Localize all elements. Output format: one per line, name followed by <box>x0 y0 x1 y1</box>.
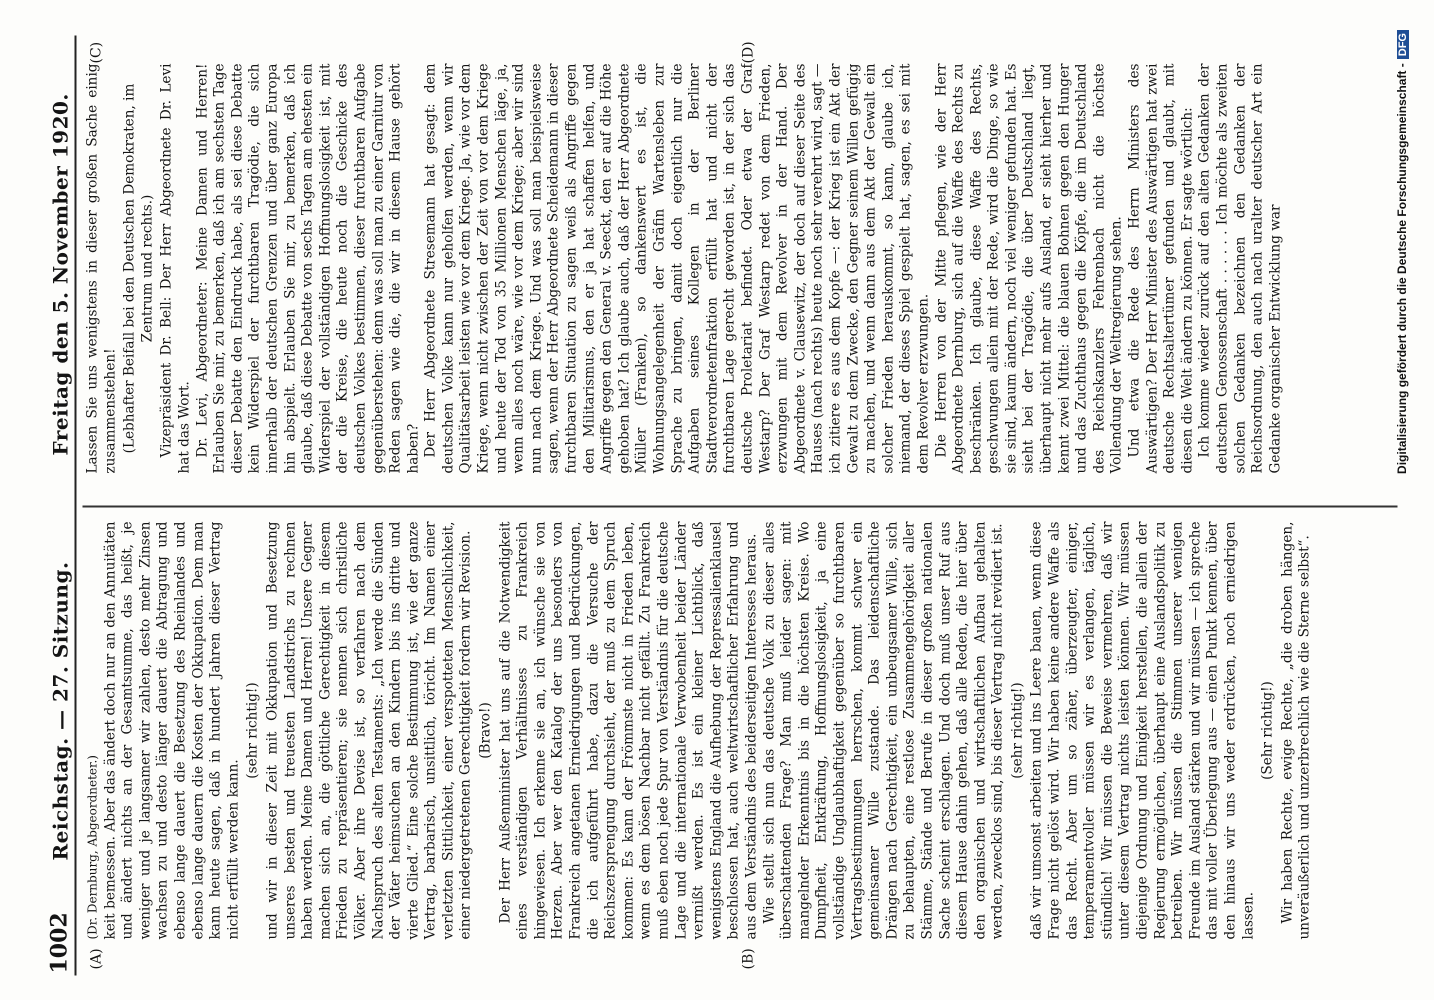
interjection: (Lebhafter Beifall bei den Deutschen Demokraten, im Zentrum und rechts.) <box>121 83 155 453</box>
dfg-logo: DFG <box>1397 30 1409 59</box>
page-header <box>40 35 76 975</box>
paragraph: Lassen Sie uns wenigstens in dieser großen Sache einig zusammenstehen! <box>84 63 118 473</box>
left-column <box>84 521 1394 939</box>
marker-a: (A) <box>88 947 104 969</box>
paragraph: Der Herr Abgeordnete Stresemann hat gesagt: dem deutschen Volke kann nur geholfen werden, wenn wir Qualitätsarbeit leisten wie vor dem Kriege. Ja, wie vor dem Kriege, wenn nicht zwischen der Zeit von vor dem Kriege und heute der Tod von 35 Millionen Menschen läge, ja, wenn alles noch wäre, wie vor dem Kriege; aber wir sind nun nach dem Kriege. Und was soll man beispielsweise sagen, wenn der Herr Abgeordnete Scheidemann in dieser furchtbaren Situation zu sagen weiß als Angriffe gegen den Militarismus, den er ja hat schaffen helfen, und Angriffe gegen den General v. Seeckt, den er auf die Höhe gehoben hat? Ich glaube auch, daß der Herr Abgeordnete Müller (Franken), so dankenswert es ist, die Wohnungsangelegenheit der Gräfin Wartensleben zur Sprache zu bringen, damit doch eigentlich nur die Aufgaben seines Kollegen in der Berliner Stadtverordnetenfraktion erfüllt hat und nicht der furchtbaren Lage gerecht geworden ist, in der sich das deutsche Proletariat befindet. Oder etwa der Graf Westarp? Der Graf Westarp redet von dem Frieden, erzwungen mit dem Revolver in der Hand. Der Abgeordnete v. Clausewitz, der doch auf dieser Seite des Hauses (nach rechts) heute noch sehr verehrt wird, sagt — ich zitiere es aus dem Kopfe —: der Krieg ist ein Akt der Gewalt zu dem Zwecke, den Gegner seinem Willen gefügig zu machen, und wenn dann aus dem Akt der Gewalt ein solcher Frieden herauskommt, so kann, glaube ich, niemand, der dieses Spiel gespielt hat, sagen, es sei mit dem Revolver erzwungen. <box>422 63 931 473</box>
paragraph: Der Herr Außenminister hat uns auf die Notwendigkeit eines verständigen Verhältnisses zu Frankreich hingewiesen. Ich erkenne sie an, ich wünsche sie von Herzen. Aber wer den Katalog der uns besonders von Frankreich angetanen Erniedrigungen und Bedrückungen, die ich aufgeführt habe, dazu die Versuche der Reichszersprengung durchsieht, der muß zu dem Spruch kommen: Es kann der Frömmste nicht in Frieden leben, wenn es dem bösen Nachbar nicht gefällt. Zu Frankreich muß eben noch jede Spur von Verständnis für die deutsche Lage und die internationale Verwobenheit beider Länder vermißt werden. Es ist ein kleiner Lichtblick, daß wenigstens England die Aufhebung der Repressalienklausel beschlossen hat, auch weltwirtschaftlicher Erfahrung und aus dem Verständnis des beiderseitigen Interesses heraus. <box>496 521 759 939</box>
paragraph: Ich komme wieder zurück auf den alten Gedanken der deutschen Genossenschaft . . . . . . Ich möchte als zweiten solchen Gedanken bezeichnen den Gedanken der Reichsordnung, den auch nach uralter deutscher Art ein Gedanke organischer Entwicklung war <box>1196 63 1283 473</box>
interjection: (sehr richtig!) <box>244 681 261 779</box>
right-column <box>84 63 1394 473</box>
rotated-sheet <box>40 35 1405 975</box>
page-number: 1002 <box>46 911 72 973</box>
date-title: Freitag den 5. November 1920. <box>48 92 72 455</box>
paragraph: keit bemessen. Aber das ändert doch nur an den Annuitäten und ändert nichts an der Gesamtsumme, das heißt, je weniger und je langsamer wir zahlen, desto mehr Zinsen wachsen zu und desto länger dauert die Abtragung und ebenso lange dauert die Besetzung des Rheinlandes und ebenso lange dauern die Kosten der Okkupation. Dem man kann heute sagen, daß in hundert Jahren dieser Vertrag nicht erfüllt werden kann. <box>101 521 241 939</box>
paragraph: Die Herren von der Mitte pflegen, wie der Herr Abgeordnete Dernburg, sich auf die Waffe des Rechts zu beschränken. Ich glaube, diese Waffe des Rechts, geschwungen allein mit der Rede, wird die Dinge, so wie sie sind, kaum ändern, noch viel weniger gefunden hat. Es sieht bei der Tragödie, die über Deutschland liegt, überhaupt nicht mehr aufs Ausland, er sieht hierher und kennt zwei Mittel: die blauen Bohnen gegen den Hunger und das Zuchthaus gegen die Köpfe, die im Deutschland des Reichskanzlers Fehrenbach nicht die höchste Vollendung der Weltregierung sehen. <box>932 63 1125 473</box>
interjection: (Sehr richtig!) <box>1259 680 1276 780</box>
digitization-text: Digitalisierung gefördert durch die Deutsche Forschungsgemeinschaft - <box>1395 63 1409 474</box>
paragraph: Dr. Levi, Abgeordneter: Meine Damen und Herren! Erlauben Sie mir, zu bemerken, daß ich am sechsten Tage dieser Debatte den Eindruck habe, als sei diese Debatte kein Widerspiel der furchtbaren Tragödie, die sich innerhalb der deutschen Grenzen und über ganz Europa hin abspielt. Erlauben Sie mir, zu bemerken, daß ich glaube, daß diese Debatte von sechs Tagen am ehesten ein Widerspiel der vollständigen Hoffnungslosigkeit ist, mit der die Kreise, die heute noch die Geschicke des deutschen Volkes bestimmen, dieser furchtbaren Aufgabe gegenüberstehen: denn was soll man zu einer Garnitur von Reden sagen wie die, die wir in diesem Hause gehört haben? <box>193 63 421 473</box>
paragraph: daß wir umsonst arbeiten und ins Leere bauen, wenn diese Frage nicht gelöst wird. Wir haben keine andere Waffe als das Recht. Aber um so zäher, überzeugter, einiger, temperamentvoller müssen wir es verlangen, täglich, stündlich! Wir müssen die Beweise vermehren, daß wir unter diesem Vertrag nichts leisten können. Wir müssen diejenige Ordnung und Einigkeit herstellen, die allein der Regierung ermöglichen, überhaupt eine Auslandspolitik zu betreiben. Wir müssen die Stimmen unserer wenigen Freunde im Ausland stärken und wir müssen — ich spreche das mit voller Überlegung aus — einen Punkt kennen, über den hinaus wir uns weder erdrücken, noch erniedrigen lassen. <box>1028 521 1256 939</box>
marker-d: (D) <box>740 40 756 63</box>
column-divider <box>82 505 1397 507</box>
marker-c: (C) <box>88 41 104 63</box>
paragraph: und wir in dieser Zeit mit Okkupation und Besetzung unseres besten und treuesten Landstrichs zu rechnen haben werden. Meine Damen und Herren! Unsere Gegner machen sich an, die göttliche Gerechtigkeit in diesem Frieden zu repräsentieren; sie nennen sich christliche Völker. Aber ihre Devise ist, so verfahren nach dem Nachspruch des alten Testaments: „Ich werde die Sünden der Väter heimsuchen an den Kindern bis ins dritte und vierte Glied.“ Eine solche Bestimmung ist, wie der ganze Vertrag, barbarisch, unsittlich, töricht. Im Namen einer verletzten Sittlichkeit, einer verspotteten Menschlichkeit, einer niedergetretenen Gerechtigkeit fordern wir Revision. <box>263 521 474 939</box>
interjection: (Bravo!) <box>477 701 494 759</box>
paragraph: Vizepräsident Dr. Bell: Der Herr Abgeordnete Dr. Levi hat das Wort. <box>158 63 192 473</box>
session-title: Reichstag. — 27. Sitzung. <box>48 561 72 860</box>
paragraph: Wie stellt sich nun das deutsche Volk zu dieser alles überschattenden Frage? Man muß leider sagen: mit mangelnder Erkenntnis bis in die höchsten Kreise. Wo Dumpfheit, Entkräftung, Hoffnungslosigkeit, ja eine vollständige Unglaubhaftigkeit gegenüber so furchtbaren Vertragsbestimmungen herrschen, kommt schwer ein gemeinsamer Wille zustande. Das leidenschaftliche Drängen nach Gerechtigkeit, ein unbeugsamer Wille, sich zu behaupten, eine restlose Zusammengehörigkeit aller Stämme, Stände und Berufe in dieser großen nationalen Sache scheint erschlagen. Und doch muß unser Ruf aus diesem Hause dahin gehen, daß alle Reden, die hier über den organischen und wirtschaftlichen Aufbau gehalten werden, zwecklos sind, bis dieser Vertrag nicht revidiert ist. <box>760 521 1006 939</box>
marker-b: (B) <box>740 947 756 969</box>
paragraph: Und etwa die Rede des Herrn Ministers des Auswärtigen? Der Herr Minister des Auswärtigen hat zwei deutsche Rechtsaltertümer gefunden und glaubt, mit diesen die Welt ändern zu können. Er sagte wörtlich: <box>1126 63 1195 473</box>
interjection: (sehr richtig!) <box>1008 681 1025 779</box>
paragraph: Wir haben Rechte, ewige Rechte, „die droben hängen, unveräußerlich und unzerbrechlich wie die Sterne selbst“. <box>1278 521 1313 939</box>
digitization-note <box>1395 30 1415 970</box>
speaker-line: (Dr. Dernburg, Abgeordneter.) <box>85 754 99 939</box>
